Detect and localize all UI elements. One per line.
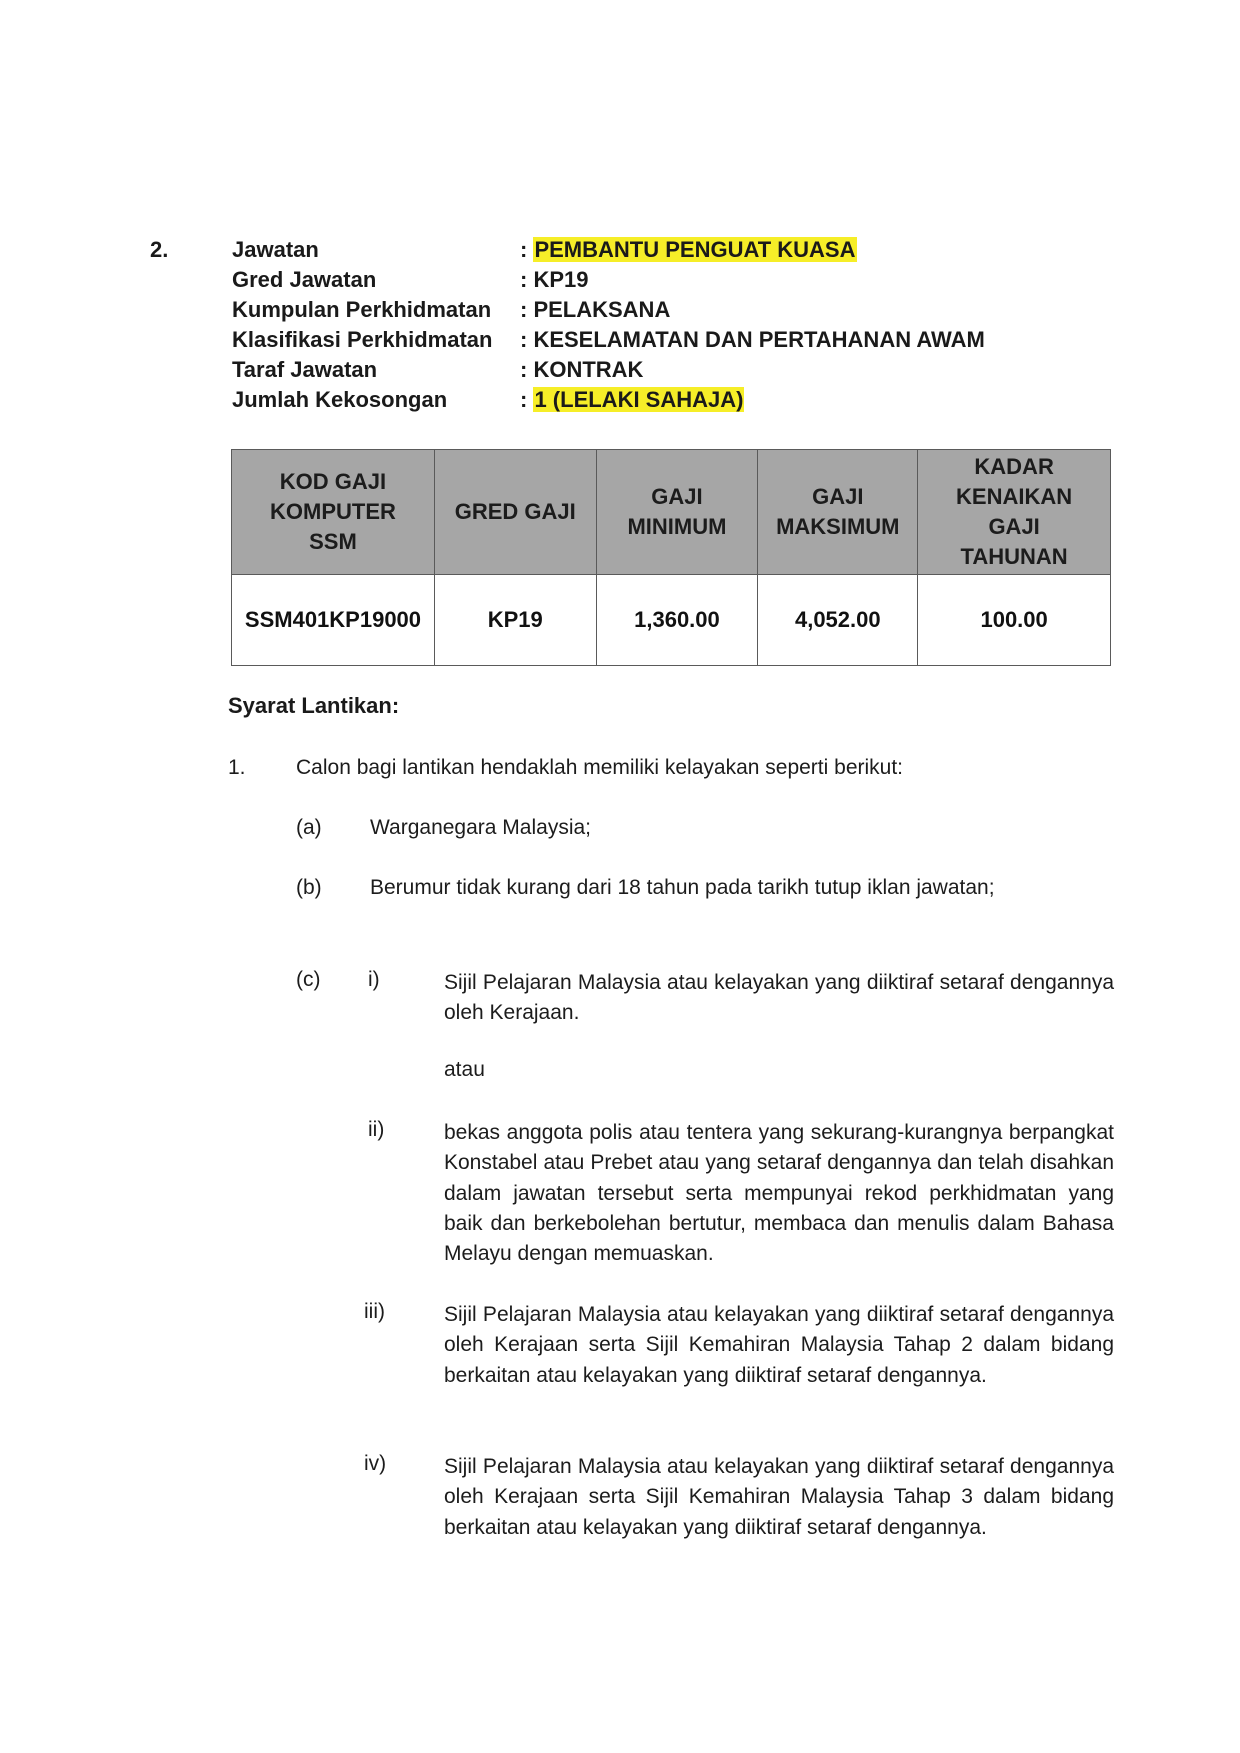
salary-header-row bbox=[232, 450, 1111, 575]
option-number: iii) bbox=[364, 1300, 385, 1323]
info-row-gred-jawatan bbox=[232, 267, 1112, 297]
header-gaji-minimum: GAJI MINIMUM bbox=[596, 450, 758, 575]
option-number: i) bbox=[368, 968, 380, 991]
info-value: : 1 (LELAKI SAHAJA) bbox=[520, 387, 744, 412]
highlighted-value: 1 (LELAKI SAHAJA) bbox=[534, 387, 744, 412]
header-kod-gaji: KOD GAJI KOMPUTER SSM bbox=[232, 450, 435, 575]
option-number: iv) bbox=[364, 1452, 387, 1475]
info-value: : KONTRAK bbox=[520, 357, 644, 382]
option-text: bekas anggota polis atau tentera yang sekurang-kurangnya berpangkat Konstabel atau Prebet atau yang setaraf dengannya dan telah disahkan dalam jawatan tersebut serta mempunyai rekod perkhidmatan yang baik dan berkebolehan bertutur, membaca dan menulis dalam Bahasa Melayu dengan memuaskan. bbox=[444, 1121, 1114, 1266]
cell-gaji-minimum: 1,360.00 bbox=[596, 575, 758, 666]
header-gaji-maksimum: GAJI MAKSIMUM bbox=[758, 450, 918, 575]
option-text: Sijil Pelajaran Malaysia atau kelayakan yang diiktiraf setaraf dengannya oleh Kerajaan serta Sijil Kemahiran Malaysia Tahap 3 dalam bidang berkaitan atau kelayakan yang diiktiraf setaraf dengannya. bbox=[444, 1455, 1114, 1539]
info-value: : KP19 bbox=[520, 267, 589, 292]
info-row-taraf bbox=[232, 357, 1112, 387]
info-value: : KESELAMATAN DAN PERTAHANAN AWAM bbox=[520, 327, 985, 352]
info-label: Jumlah Kekosongan bbox=[232, 387, 448, 412]
sub-text-b: Berumur tidak kurang dari 18 tahun pada tarikh tutup iklan jawatan; bbox=[370, 876, 995, 899]
section-number: 2. bbox=[150, 237, 169, 262]
cell-gred-gaji: KP19 bbox=[434, 575, 596, 666]
info-row-kumpulan bbox=[232, 297, 1112, 327]
item-text: Calon bagi lantikan hendaklah memiliki kelayakan seperti berikut: bbox=[296, 756, 904, 779]
cell-kadar-kenaikan: 100.00 bbox=[918, 575, 1111, 666]
option-number: ii) bbox=[368, 1118, 385, 1141]
info-label: Jawatan bbox=[232, 237, 319, 262]
info-row-kekosongan bbox=[232, 387, 1112, 417]
header-gred-gaji: GRED GAJI bbox=[434, 450, 596, 575]
salary-data-row bbox=[232, 575, 1111, 666]
salary-table bbox=[231, 449, 1111, 666]
info-label: Taraf Jawatan bbox=[232, 357, 378, 382]
atau-separator: atau bbox=[444, 1058, 485, 1081]
info-value: : PELAKSANA bbox=[520, 297, 671, 322]
sub-text-a: Warganegara Malaysia; bbox=[370, 816, 591, 839]
sub-label-b: (b) bbox=[296, 876, 322, 899]
info-label: Gred Jawatan bbox=[232, 267, 377, 292]
cell-gaji-maksimum: 4,052.00 bbox=[758, 575, 918, 666]
info-row-jawatan bbox=[232, 237, 1112, 267]
highlighted-value: PEMBANTU PENGUAT KUASA bbox=[534, 237, 856, 262]
cell-kod-gaji: SSM401KP19000 bbox=[232, 575, 435, 666]
item-number: 1. bbox=[228, 756, 246, 779]
syarat-title: Syarat Lantikan: bbox=[228, 693, 400, 718]
sub-label-a: (a) bbox=[296, 816, 322, 839]
option-text: Sijil Pelajaran Malaysia atau kelayakan yang diiktiraf setaraf dengannya oleh Kerajaan serta Sijil Kemahiran Malaysia Tahap 2 dalam bidang berkaitan atau kelayakan yang diiktiraf setaraf dengannya. bbox=[444, 1303, 1114, 1387]
info-row-klasifikasi bbox=[232, 327, 1112, 357]
sub-label-c: (c) bbox=[296, 968, 321, 991]
info-label: Klasifikasi Perkhidmatan bbox=[232, 327, 493, 352]
info-label: Kumpulan Perkhidmatan bbox=[232, 297, 492, 322]
option-text: Sijil Pelajaran Malaysia atau kelayakan yang diiktiraf setaraf dengannya oleh Kerajaan. bbox=[444, 971, 1114, 1025]
header-kadar-kenaikan: KADAR KENAIKAN GAJI TAHUNAN bbox=[918, 450, 1111, 575]
info-value: : PEMBANTU PENGUAT KUASA bbox=[520, 237, 856, 262]
